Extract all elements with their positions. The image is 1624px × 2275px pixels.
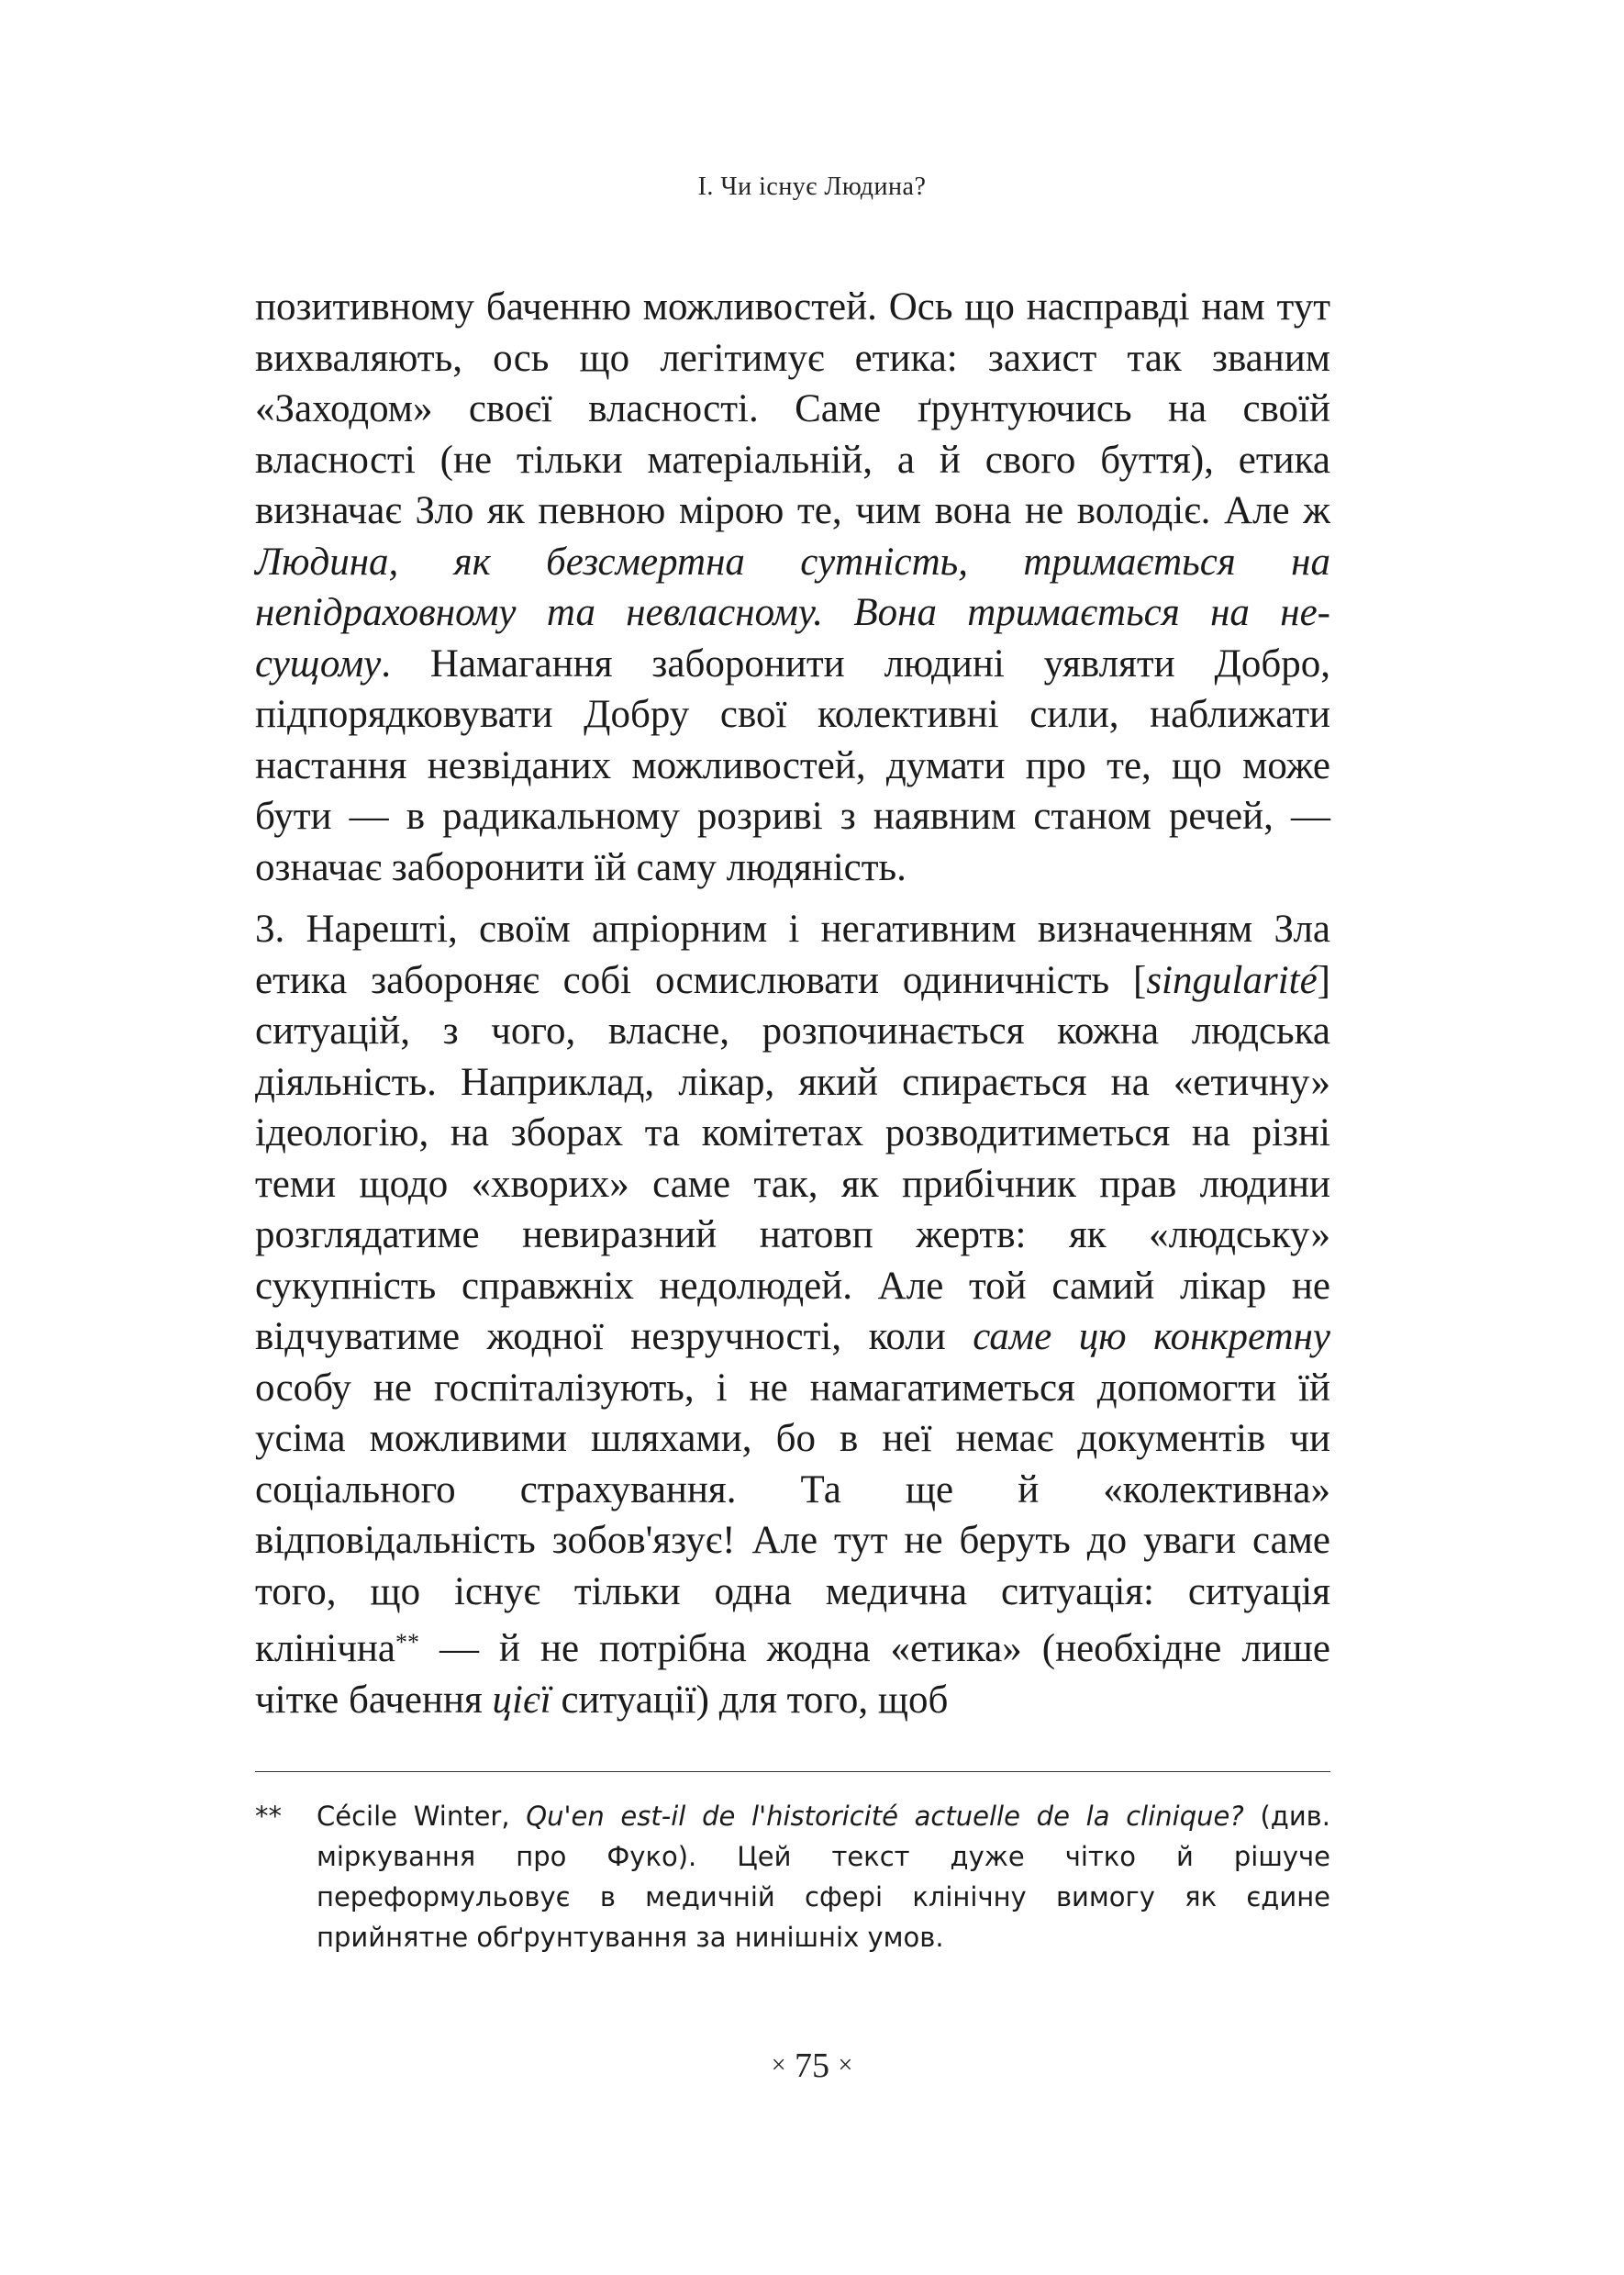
footnote-title: Qu'en est-il de l'historicité actuelle de la clinique? xyxy=(526,1801,1244,1832)
paragraph-2-text-b: ] ситуацій, з чого, власне, розпочинається кожна людська діяльність. Наприклад, лікар, який спирається на «етичну» ідеологію, на зборах та комітетах розводитиметься на різні теми щодо «хворих» саме так, як прибічник прав людини розглядатиме невиразний натовп жертв: як «людську» сукупність справжніх недолюдей. Але той самий лікар не відчуватиме жодної незручності, коли xyxy=(255,958,1330,1358)
paragraph-2-italic-emphasis: саме цю конкретну xyxy=(973,1315,1331,1358)
paragraph-2-italic-this: цієї xyxy=(492,1678,551,1722)
folio-ornament-left: × xyxy=(771,2051,786,2080)
paragraph-1 xyxy=(255,282,1330,893)
running-head: I. Чи існує Людина? xyxy=(697,173,927,201)
paragraph-2-text-d: — й не потрібна жодна «етика» (необхідне лише чітке бачення xyxy=(255,1627,1330,1722)
footnote-author: Cécile Winter, xyxy=(317,1801,527,1832)
paragraph-2-text-c: особу не госпіталізують, і не намагатиметься допомогти їй усіма можливими шляхами, бо в неї немає документів чи соціального страхування. Та ще й «колективна» відповідальність зобов'язує! Але тут не беруть до уваги саме того, що існує тільки одна медична ситуація: ситуація клінічна xyxy=(255,1366,1330,1670)
paragraph-2 xyxy=(255,904,1330,1725)
paragraph-2-text: 3. Нарешті, своїм апріорним і негативним визначенням Зла етика забороняє собі осмислювати одиничність [ xyxy=(255,908,1330,1002)
footnote-mark: ** xyxy=(255,1801,282,1832)
footnote-rule xyxy=(255,1771,1330,1772)
singularite-term: singularité xyxy=(1146,958,1318,1002)
footnote-reference: ** xyxy=(395,1629,419,1656)
paragraph-1-italic: Людина, як безсмертна сутність, тримається на непідраховному та невласному. Вона тримається на не-сущому xyxy=(255,540,1330,686)
folio-ornament-right: × xyxy=(838,2051,853,2080)
footnote-text xyxy=(317,1796,1330,1957)
paragraph-1-text: позитивному баченню можливостей. Ось що насправді нам тут вихваляють, ось що легітимує етика: захист так званим «Заходом» своєї власності. Саме ґрунтуючись на своїй власності (не тільки матеріальній, а й свого буття), етика визначає Зло як певною мірою те, чим вона не володіє. Але ж xyxy=(255,285,1330,532)
page-number-value: 75 xyxy=(795,2046,829,2085)
footnote-rest: (див. міркування про Фуко). Цей текст дуже чітко й рішуче переформульовує в медичній сфері клінічну вимогу як єдине прийнятне обґрунтування за нинішніх умов. xyxy=(317,1801,1330,1953)
paragraph-2-text-e: ситуації) для того, щоб xyxy=(551,1678,949,1722)
page-number xyxy=(0,2046,1624,2086)
paragraph-1-text-end: . Намагання заборонити людині уявляти Добро, підпорядковувати Добру свої колективні сили, наближати настання незвіданих можливостей, думати про те, що може бути — в радикальному розриві з наявним станом речей, — означає заборонити їй саму людяність. xyxy=(255,641,1330,889)
footnote xyxy=(255,1796,1330,1957)
